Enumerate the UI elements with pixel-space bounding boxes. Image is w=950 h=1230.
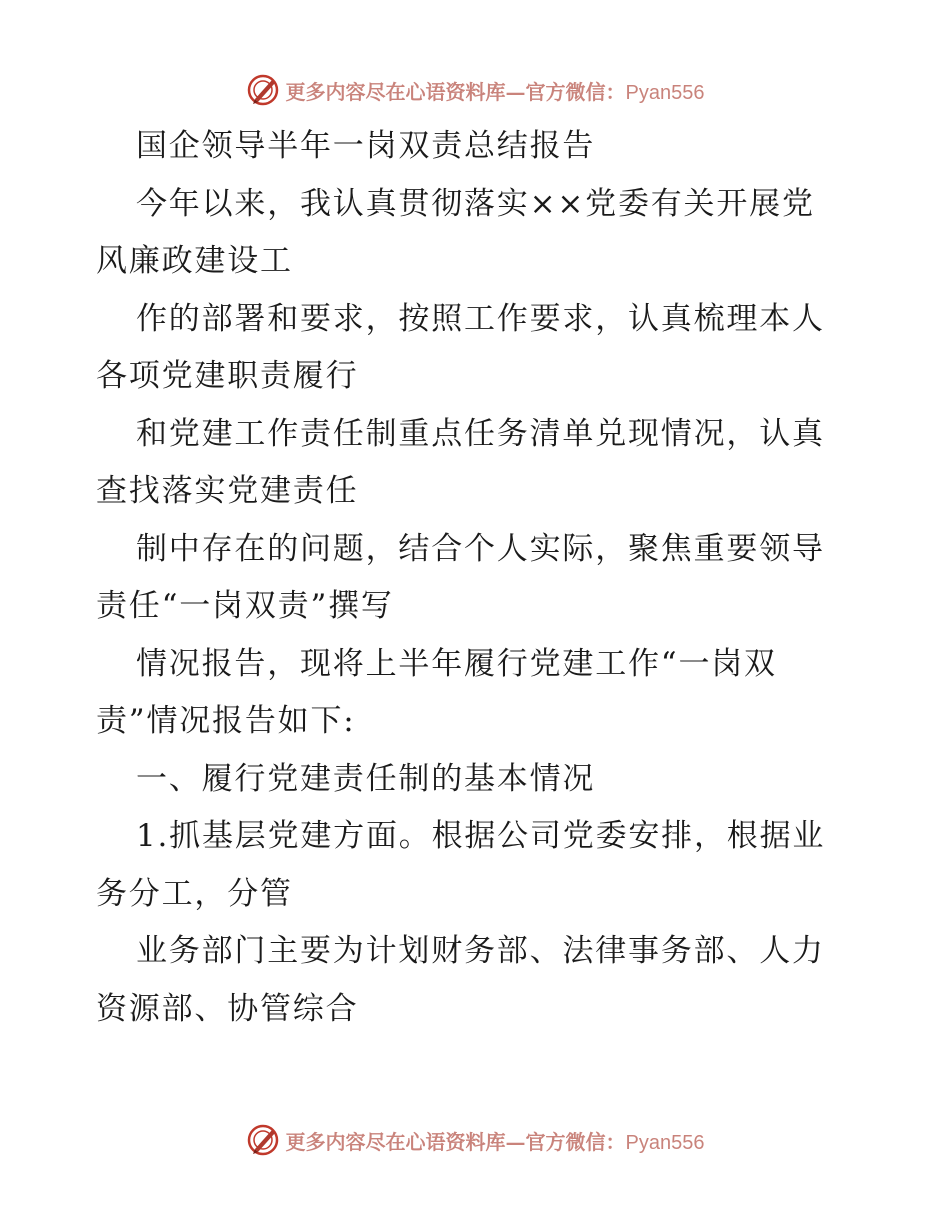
pen-logo-icon (246, 73, 280, 107)
document-body (96, 118, 856, 1038)
watermark-text (286, 1126, 705, 1155)
watermark-wechat-id: Pyan556 (625, 1131, 705, 1154)
footer-watermark (0, 1120, 950, 1160)
document-line: 各项党建职责履行 (96, 358, 359, 394)
watermark-wechat-id: Pyan556 (625, 81, 705, 104)
document-line: 责任“一岗双责”撰写 (96, 588, 394, 624)
document-line: 作的部署和要求，按照工作要求，认真梳理本人 (136, 300, 825, 337)
document-line: 一、履行党建责任制的基本情况 (136, 760, 596, 797)
document-line: 今年以来，我认真贯彻落实××党委有关开展党 (136, 185, 815, 222)
pen-logo-icon (246, 1123, 280, 1157)
document-line: 资源部、协管综合 (96, 990, 359, 1027)
watermark-cn-text: 更多内容尽在心语资料库—官方微信： (285, 1129, 626, 1154)
watermark-text (286, 76, 705, 105)
document-line: 风廉政建设工 (96, 243, 293, 279)
document-line: 务分工，分管 (96, 875, 293, 912)
document-line: 国企领导半年一岗双责总结报告 (136, 128, 596, 164)
document-line: 查找落实党建责任 (96, 473, 359, 509)
watermark-cn-text: 更多内容尽在心语资料库—官方微信： (285, 79, 626, 104)
document-line: 制中存在的问题，结合个人实际，聚焦重要领导 (136, 530, 825, 567)
document-line: 情况报告，现将上半年履行党建工作“一岗双 (136, 645, 777, 682)
document-line: 业务部门主要为计划财务部、法律事务部、人力 (136, 933, 825, 969)
document-line: 责”情况报告如下: (96, 703, 356, 739)
header-watermark (0, 70, 950, 110)
document-line: 1.抓基层党建方面。根据公司党委安排，根据业 (136, 818, 826, 854)
document-line: 和党建工作责任制重点任务清单兑现情况，认真 (136, 415, 825, 452)
